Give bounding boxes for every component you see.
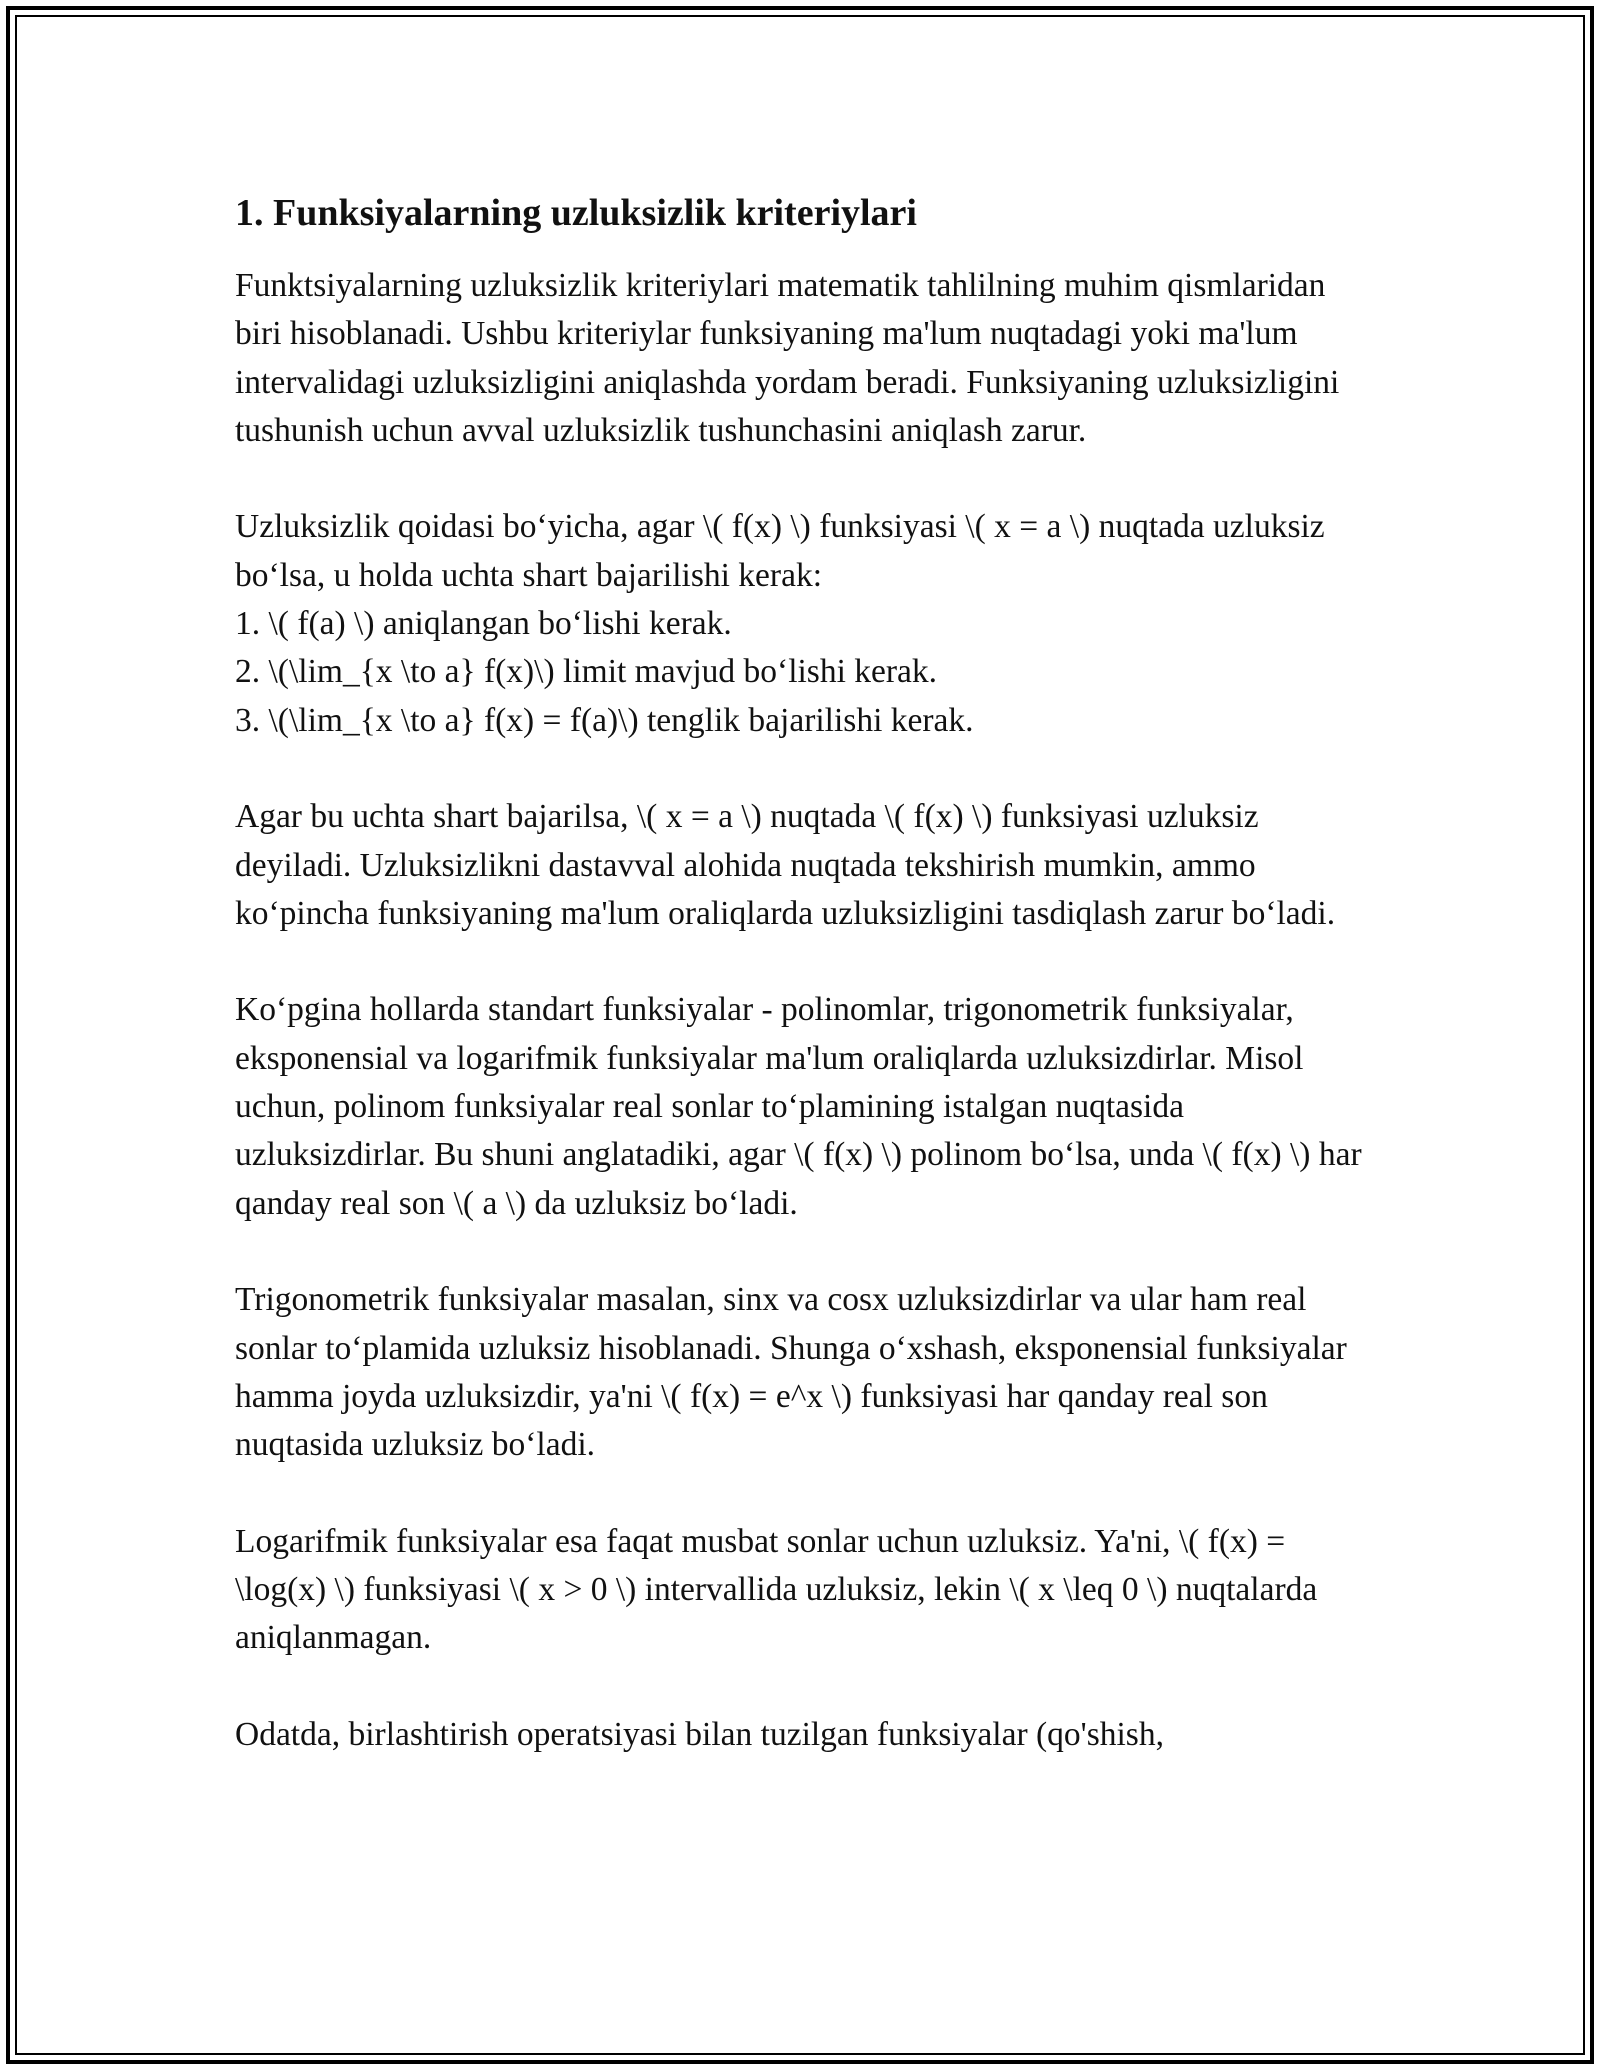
condition-item: 1. \( f(a) \) aniqlangan bo‘lishi kerak. [235, 605, 732, 643]
condition-item: 2. \(\lim_{x \to a} f(x)\) limit mavjud bo‘lishi kerak. [235, 653, 938, 691]
document-body [235, 188, 1375, 1759]
section-heading: 1. Funksiyalarning uzluksizlik kriteriylari [235, 192, 917, 234]
condition-item: 3. \(\lim_{x \to a} f(x) = f(a)\) tenglik bajarilishi kerak. [235, 701, 974, 739]
paragraph-standard-functions: Ko‘pgina hollarda standart funksiyalar - polinomlar, trigonometrik funksiyalar, eksponensial va logarifmik funksiyalar ma'lum oraliqlarda uzluksizdirlar. Misol uchun, polinom funksiyalar real sonlar to‘plamining istalgan nuqtasida uzluksizdirlar. Bu shuni anglatadiki, agar \( f(x) \) polinom bo‘lsa, unda \( f(x) \) har qanday real son \( a \) da uzluksiz bo‘ladi. [235, 991, 1362, 1222]
paragraph-intro: Funktsiyalarning uzluksizlik kriteriylari matematik tahlilning muhim qismlaridan biri hisoblanadi. Ushbu kriteriylar funksiyaning ma'lum nuqtadagi yoki ma'lum intervalidagi uzluksizligini aniqlashda yordam beradi. Funksiyaning uzluksizligini tushunish uchun avval uzluksizlik tushunchasini aniqlash zarur. [235, 267, 1340, 449]
paragraph-operations: Odatda, birlashtirish operatsiyasi bilan tuzilgan funksiyalar (qo'shish, [235, 1715, 1164, 1753]
paragraph-logarithmic: Logarifmik funksiyalar esa faqat musbat sonlar uchun uzluksiz. Ya'ni, \( f(x) = \log(x) \) funksiyasi \( x > 0 \) intervallida uzluksiz, lekin \( x \leq 0 \) nuqtalarda aniqlanmagan. [235, 1522, 1318, 1657]
paragraph-trigonometric: Trigonometrik funksiyalar masalan, sinx va cosx uzluksizdirlar va ular ham real sonlar to‘plamida uzluksiz hisoblanadi. Shunga o‘xshash, eksponensial funksiyalar hamma joyda uzluksizdir, ya'ni \( f(x) = e^x \) funksiyasi har qanday real son nuqtasida uzluksiz bo‘ladi. [235, 1281, 1347, 1464]
paragraph-definition: Agar bu uchta shart bajarilsa, \( x = a \) nuqtada \( f(x) \) funksiyasi uzluksiz deyiladi. Uzluksizlikni dastavval alohida nuqtada tekshirish mumkin, ammo ko‘pincha funksiyaning ma'lum oraliqlarda uzluksizligini tasdiqlash zarur bo‘ladi. [235, 798, 1336, 932]
rule-intro: Uzluksizlik qoidasi bo‘yicha, agar \( f(x) \) funksiyasi \( x = a \) nuqtada uzluksiz bo‘lsa, u holda uchta shart bajarilishi kerak: [235, 508, 1325, 594]
continuity-rule-block [235, 503, 1375, 744]
